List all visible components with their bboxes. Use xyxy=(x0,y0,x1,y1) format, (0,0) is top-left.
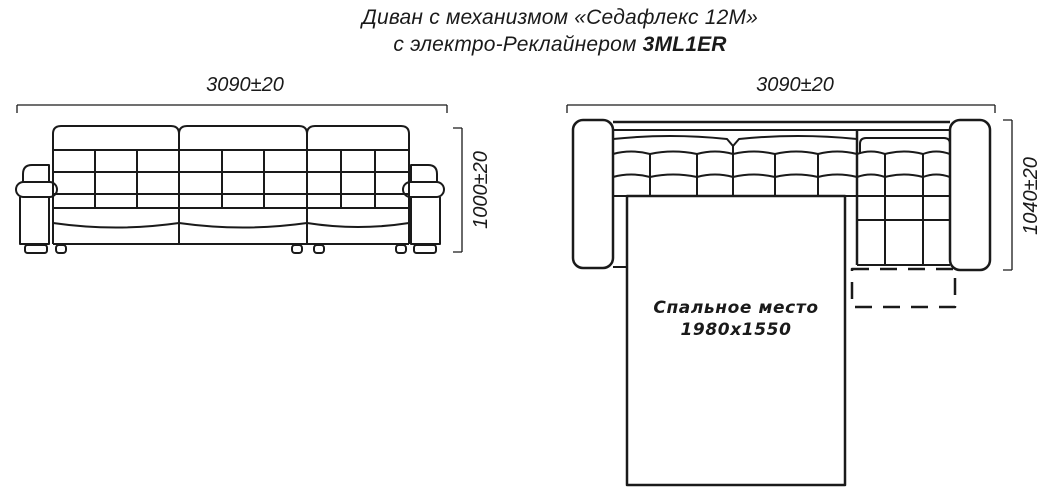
recliner-footrest-dashed-outline xyxy=(852,269,955,307)
front-width-dimension-label: 3090±20 xyxy=(206,74,284,96)
top-chaise-vertical-seams xyxy=(885,154,923,265)
front-foot xyxy=(314,245,324,253)
front-left-armrest-body xyxy=(20,197,49,244)
top-chaise-horizontal-seams xyxy=(857,220,950,265)
front-height-dimension-label: 1000±20 xyxy=(470,151,492,229)
front-view-drawing xyxy=(16,105,462,253)
top-right-armrest xyxy=(950,120,990,270)
top-back-vertical-seams xyxy=(650,146,818,196)
front-right-armrest-body xyxy=(411,197,440,244)
top-cushion-seam-1 xyxy=(613,152,950,155)
page-title-line2 xyxy=(210,33,910,57)
front-foot xyxy=(292,245,302,253)
top-cushion-seam-2 xyxy=(613,175,950,178)
top-width-dimension-line xyxy=(567,105,995,113)
front-width-dimension-line xyxy=(17,105,447,113)
front-left-armrest xyxy=(16,165,57,244)
front-feet xyxy=(25,245,436,253)
top-view-drawing xyxy=(567,105,1012,485)
top-width-dimension-label: 3090±20 xyxy=(756,74,834,96)
sleeping-area-label-line2: 1980x1550 xyxy=(680,320,792,340)
front-right-armrest-top xyxy=(411,165,437,183)
title-text: Диван с механизмом «Седафлекс 12М» xyxy=(361,6,759,29)
page-title-line1 xyxy=(210,6,910,30)
front-horizontal-seams xyxy=(53,150,409,208)
top-depth-dimension-label: 1040±20 xyxy=(1020,157,1042,235)
top-depth-dimension-line xyxy=(1003,120,1012,270)
front-back-section-2 xyxy=(179,126,307,244)
front-left-armrest-pad xyxy=(16,182,57,197)
top-left-armrest xyxy=(573,120,613,268)
front-height-dimension-line xyxy=(453,128,462,252)
title-subtext: с электро-Реклайнером xyxy=(393,33,643,56)
front-foot xyxy=(25,245,47,253)
front-foot xyxy=(396,245,406,253)
front-foot xyxy=(414,245,436,253)
sleeping-area-outline xyxy=(627,196,845,485)
sleeping-area-label-line1: Спальное место xyxy=(653,298,819,318)
front-left-armrest-top xyxy=(23,165,49,183)
front-seat-cushion-curves xyxy=(53,223,409,228)
front-vertical-seams xyxy=(95,150,375,208)
top-back-cushion-profile xyxy=(613,136,857,146)
model-code: 3ML1ER xyxy=(642,33,727,56)
front-foot xyxy=(56,245,66,253)
